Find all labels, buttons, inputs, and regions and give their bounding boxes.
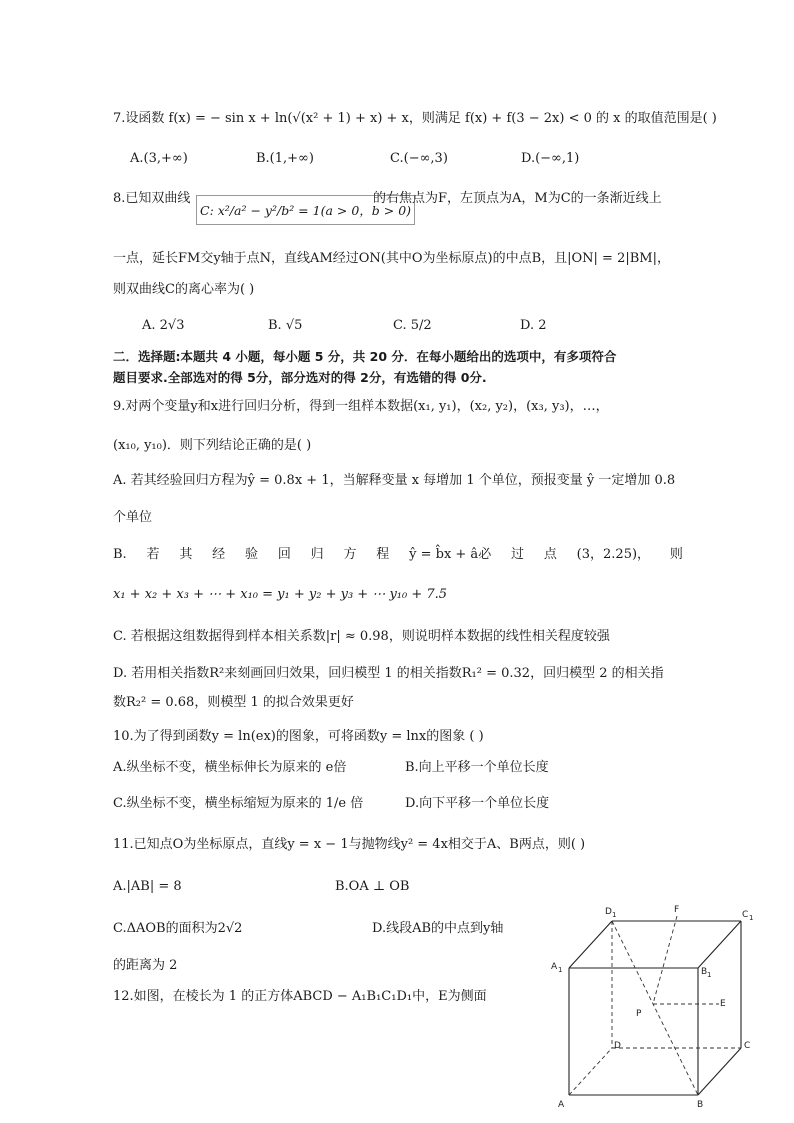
- diagonal-d1b: [612, 921, 698, 1095]
- q9-option-a-line2: 个单位: [113, 510, 153, 525]
- label-a: A: [558, 1100, 565, 1110]
- q9-stem-line2: (x₁₀, y₁₀)．则下列结论正确的是( ): [113, 438, 312, 453]
- label-d: D: [614, 1041, 621, 1051]
- label-p: P: [636, 1009, 642, 1019]
- q10-stem: 10.为了得到函数y = ln(ex)的图象，可将函数y = lnx的图象 ( ): [113, 729, 484, 744]
- cube-figure: [540, 900, 780, 1115]
- q9-b-seg: 其: [179, 547, 193, 562]
- label-a1: A: [551, 962, 558, 972]
- q9-b-seg: 方: [343, 547, 357, 562]
- q8-line3: 则双曲线C的离心率为( ): [113, 282, 255, 297]
- edge-bc: [698, 1048, 741, 1095]
- q8-option-a[interactable]: A. 2√3: [142, 318, 185, 333]
- q11-option-a[interactable]: A.|AB| = 8: [113, 879, 182, 894]
- q9-b-seg: 过: [511, 547, 525, 562]
- q9-b-seg: 经: [212, 547, 226, 562]
- segment-fp: [653, 916, 677, 1004]
- label-b: B: [697, 1100, 704, 1110]
- label-f: F: [674, 905, 680, 915]
- q9-b-seg: 回: [277, 547, 291, 562]
- q9-option-a-line1[interactable]: A. 若其经验回归方程为ŷ = 0.8x + 1，当解释变量 x 每增加 1 个单位，预报变量 ŷ 一定增加 0.8: [113, 473, 676, 488]
- section2-heading-line1: 二．选择题:本题共 4 小题，每小题 5 分，共 20 分．在每小题给出的选项中，有多项符合: [113, 349, 617, 364]
- q9-b-seg: (3，2.25)，: [576, 547, 651, 562]
- q9-b-seg: 若: [146, 547, 160, 562]
- q9-option-b-line1[interactable]: [113, 546, 683, 564]
- label-c: C: [744, 1041, 751, 1051]
- q7-option-c[interactable]: C.(−∞,3): [390, 151, 448, 166]
- q9-b-seg: 归: [310, 547, 324, 562]
- q10-option-c[interactable]: C.纵坐标不变，横坐标缩短为原来的 1/e 倍: [113, 796, 364, 811]
- q8-prefix: 8.已知双曲线: [113, 191, 191, 206]
- q12-stem: 12.如图，在棱长为 1 的正方体ABCD − A₁B₁C₁D₁中，E为侧面: [113, 989, 487, 1004]
- label-e: E: [720, 999, 726, 1009]
- q11-option-b[interactable]: B.OA ⊥ OB: [335, 879, 410, 894]
- section2-heading-line2: 题目要求.全部选对的得 5分，部分选对的得 2分，有选错的得 0分.: [113, 370, 487, 385]
- q7-option-d[interactable]: D.(−∞,1): [521, 151, 580, 166]
- label-c1: C: [742, 910, 749, 920]
- q10-option-a[interactable]: A.纵坐标不变，横坐标伸长为原来的 e倍: [113, 760, 347, 775]
- q9-stem-line1: 9.对两个变量y和x进行回归分析，得到一组样本数据(x₁, y₁)，(x₂, y₂)，(x₃, y₃)，…，: [113, 399, 609, 414]
- edge-a1d1: [569, 921, 612, 968]
- label-d1-sub: 1: [612, 911, 617, 919]
- q10-option-b[interactable]: B.向上平移一个单位长度: [405, 760, 549, 775]
- q10-option-d[interactable]: D.向下平移一个单位长度: [405, 796, 550, 811]
- q11-option-c[interactable]: C.ΔAOB的面积为2√2: [113, 921, 243, 936]
- label-d1: D: [605, 907, 612, 917]
- label-b1-sub: 1: [707, 971, 712, 979]
- q9-b-seg: 点: [543, 547, 557, 562]
- q8-curve-equation: C: x²/a² − y²/b² = 1(a > 0，b > 0): [196, 195, 415, 225]
- q8-option-d[interactable]: D. 2: [520, 318, 547, 333]
- q9-b-seg: 验: [244, 547, 258, 562]
- q9-b-seg: ŷ = b̂x + â必: [409, 547, 492, 562]
- q9-b-seg: 程: [376, 547, 390, 562]
- q11-stem: 11.已知点O为坐标原点，直线y = x − 1与抛物线y² = 4x相交于A、B两点，则( ): [113, 837, 586, 852]
- q9-b-seg: 则: [669, 547, 683, 562]
- q8-option-c[interactable]: C. 5/2: [393, 318, 432, 333]
- q9-option-d-line1[interactable]: D. 若用相关指数R²来刻画回归效果，回归模型 1 的相关指数R₁² = 0.32，回归模型 2 的相关指: [113, 666, 664, 681]
- edge-b1c1: [698, 921, 741, 968]
- q7-option-a[interactable]: A.(3,+∞): [130, 151, 188, 166]
- q9-b-seg: B.: [113, 547, 127, 562]
- label-c1-sub: 1: [749, 914, 754, 922]
- label-a1-sub: 1: [558, 966, 563, 974]
- q8-option-b[interactable]: B. √5: [268, 318, 303, 333]
- q9-option-d-line2: 数R₂² = 0.68，则模型 1 的拟合效果更好: [113, 695, 354, 710]
- hidden-edge-ad: [569, 1048, 612, 1095]
- q9-option-b-line2: x₁ + x₂ + x₃ + ⋯ + x₁₀ = y₁ + y₂ + y₃ + ⋯ y₁₀ + 7.5: [113, 587, 448, 602]
- q7-stem: 7.设函数 f(x) = − sin x + ln(√(x² + 1) + x) + x，则满足 f(x) + f(3 − 2x) < 0 的 x 的取值范围是( ): [113, 111, 717, 126]
- q11-option-d[interactable]: D.线段AB的中点到y轴: [372, 921, 504, 936]
- q7-option-b[interactable]: B.(1,+∞): [256, 151, 314, 166]
- q9-option-c[interactable]: C. 若根据这组数据得到样本相关系数|r| ≈ 0.98，则说明样本数据的线性相关程度较强: [113, 629, 610, 644]
- q11-option-d-line2: 的距离为 2: [113, 958, 178, 973]
- q8-suffix: 的右焦点为F，左顶点为A，M为C的一条渐近线上: [373, 191, 662, 206]
- label-b1: B: [701, 967, 708, 977]
- q8-line2: 一点，延长FM交y轴于点N，直线AM经过ON(其中O为坐标原点)的中点B，且|ON| = 2|BM|，: [113, 251, 670, 266]
